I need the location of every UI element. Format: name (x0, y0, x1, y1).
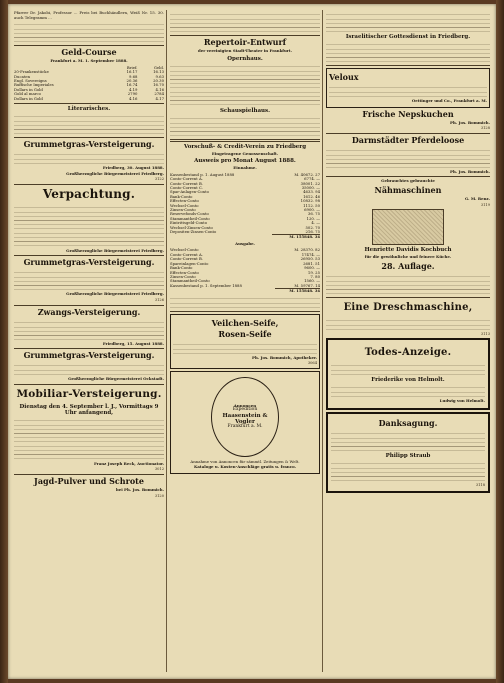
account-value: 19. 25 (307, 269, 320, 275)
death-notice (326, 338, 490, 410)
text-block (14, 204, 164, 248)
account-value: 7. 80 (310, 273, 320, 279)
text-block (170, 295, 320, 309)
naehmaschinen-title: Nähmaschinen (374, 184, 442, 195)
rate-name: Engl. Sovereigns (14, 78, 47, 83)
repertoir-title: Repertoir-Entwurf (203, 37, 287, 47)
text-block (326, 317, 490, 331)
account-label: Bank-Conto (170, 193, 193, 199)
dreschmaschine-title: Eine Dreschmaschine, (343, 301, 473, 313)
header-geld: Geld. (153, 64, 164, 70)
mobiliar-title: Mobiliar-Versteigerung. (16, 387, 162, 400)
gold-title: Geld-Course (61, 47, 117, 58)
binding-edge-right (496, 0, 504, 683)
account-value: 1112. 50 (303, 202, 320, 208)
text-block (331, 430, 485, 452)
text-block (14, 151, 164, 165)
rate-geld: 16.13 (153, 69, 164, 75)
divider (14, 384, 164, 385)
jagd-sig: bei Ph. Jos. Bommich. (116, 486, 164, 492)
text-block (170, 11, 320, 33)
soap-seller: Ph. Jos. Bommich, Apotheker. (252, 354, 317, 360)
rate-name: Ruffische Imperiales (14, 82, 54, 88)
income-total: M. 155848. 34 (272, 235, 320, 240)
account-label: Zinsen-Conto (170, 273, 196, 279)
pferdeloose-title: Darmstädter Pferdeloose (351, 134, 465, 145)
divider (170, 139, 320, 142)
adv-mid: Expedition (232, 407, 258, 413)
repertoir-subtitle: der vereinigten Stadt-Theater in Frankfurt. (198, 48, 292, 53)
rate-name: 20-Frankenstücke (14, 69, 49, 75)
account-value: 502. 70 (305, 224, 320, 230)
account-value: M. 28370. 82 (294, 247, 320, 253)
account-label: Effecten-Conto (170, 198, 199, 204)
nepskuchen-sig: Ph. Jos. Bommich. (450, 119, 490, 125)
rate-brief: 9.68 (128, 73, 138, 79)
text-block (326, 11, 490, 33)
auflage: 28. Auflage. (381, 260, 435, 271)
grummet2-sig: Großherzogliche Bürgermeisterei Friedberg. (66, 291, 164, 297)
veloux-ad (326, 68, 490, 108)
account-label: Conto-Corrent A. (170, 251, 203, 257)
adv-name: Haasenstein & Vogler (222, 413, 268, 426)
account-value: 6900. — (304, 207, 320, 213)
text-block (170, 63, 320, 107)
divider (326, 65, 490, 66)
grummet1-date: Friedberg, 30. August 1888. (102, 165, 164, 171)
rate-brief: 20.36 (126, 78, 138, 83)
bank-title: Vorschuß- & Credit-Verein zu Friedberg (183, 143, 307, 150)
ad-number: 3120 (154, 493, 164, 498)
text-block (173, 341, 317, 355)
mobiliar-sig: Franz Joseph Reck, Auctionator. (93, 460, 164, 466)
nepskuchen-title: Frische Nepskuchen (362, 108, 454, 119)
rate-geld: 4.17 (155, 95, 164, 101)
account-value: M. 59767. 14 (294, 282, 320, 288)
rate-geld: 2784 (154, 91, 164, 97)
gold-rates-table (14, 66, 164, 101)
account-value: 2681. 51 (303, 260, 320, 266)
thanks-notice (326, 412, 490, 493)
text-block (170, 115, 320, 137)
deceased-name: Friederike von Helmolt. (371, 377, 445, 384)
account-label: Bank-Conto (170, 265, 193, 271)
text-block (14, 21, 164, 43)
davidis-title: Henriette Davidis Kochbuch (364, 247, 452, 254)
theater-heading: Schauspielhaus. (219, 107, 271, 114)
account-label: Wechsel-Zinsen-Conto (170, 224, 213, 230)
literary-title: Literarisches. (67, 106, 111, 113)
veloux-title: Veloux (329, 72, 359, 82)
divider (14, 45, 164, 46)
column-divider (322, 10, 323, 672)
synagogue-title: Israelitischer Gottesdienst in Friedberg. (345, 34, 471, 40)
cookbook-illustration (372, 209, 444, 245)
dank-name: Philipp Straub (385, 452, 431, 459)
ad-number: 3064 (307, 361, 317, 366)
column-1 (14, 10, 164, 672)
account-label: Wechsel-Conto (170, 202, 199, 208)
account-value: 1560. — (304, 278, 320, 284)
divider (326, 133, 490, 134)
ad-number: 3118 (475, 482, 485, 487)
grummet3-title: Grummetgras-Versteigerung. (23, 350, 155, 361)
account-value: 6774. — (304, 176, 320, 182)
income-heading: Einnahme. (233, 165, 257, 171)
rate-geld: 20.30 (153, 78, 164, 83)
text-block (14, 362, 164, 376)
veloux-sig: Oettinger und Co., Frankfurt a. M. (411, 98, 487, 103)
top-notice: Pfarrer Dr. Jakobi, Professor ... Preis bei Buchhändlern, Weiß Nr. 15. 30. auch Telegramm ... (14, 10, 164, 20)
account-label: Wechsel-Conto (170, 247, 199, 253)
ad-number: 3012 (154, 467, 164, 472)
text-block (326, 147, 490, 169)
text-block (14, 269, 164, 291)
bank-month: Ausweis pro Monat August 1888. (194, 158, 296, 165)
divider (326, 176, 490, 177)
text-block (14, 417, 164, 461)
opera-house-heading: Opernhaus. (227, 55, 263, 62)
total-row (170, 289, 320, 294)
account-label: Effecten-Conto (170, 269, 199, 275)
divider (14, 348, 164, 349)
ad-number: 3113 (480, 331, 490, 336)
account-value: 9600. — (304, 265, 320, 271)
account-label: Depositen-Zinsen-Conto (170, 229, 217, 235)
account-label: Stammantheil-Conto (170, 215, 210, 221)
text-block (331, 362, 485, 376)
column-2 (170, 10, 320, 672)
text-block (326, 41, 490, 63)
account-value: 120. — (306, 215, 320, 221)
jagd-title: Jagd-Pulver und Schrote (34, 475, 144, 486)
adv-top: Annoncen (233, 402, 257, 408)
divider (14, 103, 164, 104)
davidis-subtitle: für die gewöhnliche und feinere Küche. (364, 254, 452, 260)
account-value: 4633. 94 (303, 189, 320, 195)
account-label: Kassenbestand p. 1. September 1888 (170, 282, 242, 288)
ad-number: 3119 (480, 202, 490, 207)
pferdeloose-sig: Ph. Jos. Bommich. (450, 168, 490, 174)
rate-name: Dollars in Gold (14, 86, 43, 92)
text-block (14, 113, 164, 135)
account-label: Kassenbestand p. 1. August 1888 (170, 171, 235, 177)
ad-number: 3126 (154, 298, 164, 302)
rate-name: Dollars in Gold (14, 95, 43, 101)
text-block (331, 384, 485, 398)
text-block (14, 319, 164, 341)
divider (14, 184, 164, 185)
haasenstein-ad (170, 371, 320, 474)
gold-subtitle: Frankfurt a. M. 1. September 1888. (50, 58, 128, 64)
text-block (331, 460, 485, 482)
total-row (170, 235, 320, 240)
ad-number: 3122 (154, 177, 164, 182)
table-row (14, 97, 164, 101)
divider (170, 311, 320, 312)
account-label: Conto-Corrent B. (170, 256, 203, 262)
divider (326, 297, 490, 298)
rate-name: Gold al marco (14, 91, 41, 97)
zwangs-sig: Friedberg, 15. August 1888. (102, 340, 164, 346)
zwangs-title: Zwangs-Versteigerung. (37, 306, 141, 317)
rate-geld: 9.63 (155, 73, 164, 79)
grummet3-sig: Großherzogliche Bürgermeisterei Ockstadt. (68, 376, 164, 382)
account-label: Conto-Corrent C. (170, 185, 203, 190)
bank-subtitle: Eingetragene Genossenschaft. (211, 150, 279, 156)
column-divider (166, 10, 167, 672)
rate-name: Ducaten (14, 73, 31, 79)
grummet1-title: Grummetgras-Versteigerung. (23, 139, 155, 150)
mobiliar-date: Dienstag den 4. September l. J., Vormittags 9 Uhr anfangend, (19, 403, 159, 416)
todes-title: Todes-Anzeige. (364, 347, 452, 359)
divider (14, 474, 164, 475)
column-3 (326, 10, 490, 672)
account-label: Conto-Corrent B. (170, 180, 203, 186)
account-value: 216. 75 (305, 229, 320, 235)
verpachtung-title: Verpachtung. (42, 186, 136, 201)
account-value: 38001. 22 (300, 180, 320, 186)
soap-ad (170, 314, 320, 369)
rate-brief: 16.17 (126, 69, 138, 75)
divider (14, 137, 164, 138)
account-label: Stammantheil-Conto (170, 278, 210, 284)
binding-edge-left (0, 0, 8, 683)
account-value: 36. 75 (307, 211, 320, 217)
header-brief: Brief. (126, 64, 138, 70)
expense-table (170, 248, 320, 293)
account-value: 10832. 98 (300, 198, 320, 204)
adv-bottom: Kataloge u. Kosten-Anschläge gratis u. franco. (194, 464, 296, 470)
account-label: Zinsen-Conto (170, 207, 196, 213)
soap-title-2: Rosen-Seife (218, 328, 272, 339)
rate-geld: 4.16 (155, 86, 164, 92)
soap-title: Veilchen-Seife, (211, 317, 279, 328)
expense-total: M. 155848. 34 (275, 289, 320, 294)
todes-sig: Ludwig von Helmolt. (439, 398, 485, 404)
dank-title: Danksagung. (378, 417, 438, 428)
rate-brief: 16.74 (126, 82, 138, 88)
rate-brief: 2790 (127, 91, 138, 97)
grummet2-title: Grummetgras-Versteigerung. (23, 257, 155, 268)
text-block (326, 273, 490, 295)
adv-small: Annahme von Annoncen für sämmtl. Zeitungen & Welt. (190, 458, 300, 464)
account-value: 17474. — (301, 251, 320, 257)
account-label: Eintrittsgeld-Conto (170, 220, 208, 226)
account-label: Spar-Anlagen-Conto (170, 189, 209, 195)
ad-number: 3128 (480, 126, 490, 131)
divider (170, 35, 320, 36)
text-block (329, 84, 487, 98)
divider (14, 305, 164, 306)
account-value: M. 40672. 27 (294, 171, 320, 177)
account-label: Reservefonds-Conto (170, 211, 209, 217)
account-value: 1612. 46 (303, 193, 320, 199)
account-value: 26950. 53 (300, 256, 320, 262)
haasenstein-emblem (211, 377, 279, 457)
rate-brief: 4.19 (128, 86, 138, 92)
divider (14, 255, 164, 256)
verpachtung-sig: Großherzogliche Bürgermeisterei Friedberg. (66, 247, 164, 253)
rate-geld: 16.70 (153, 82, 164, 88)
naehmaschinen-seller: G. M. Renz. (464, 195, 490, 201)
naehmaschinen-sub: Gebrauchtes gebrauchte (381, 178, 435, 184)
expense-heading: Ausgabe. (235, 240, 255, 246)
grummet1-sig: Großherzogliche Bürgermeisterei Friedberg. (66, 170, 164, 176)
adv-city: Frankfurt a. M. (227, 424, 263, 430)
account-label: Conto-Corrent A. (170, 176, 203, 182)
newspaper-page (8, 4, 496, 679)
account-value: 35000. — (301, 185, 320, 190)
account-label: Spareinlagen-Conto (170, 260, 209, 266)
account-value: 4. — (311, 220, 320, 226)
income-table (170, 173, 320, 240)
rate-brief: 4.16 (128, 95, 138, 101)
